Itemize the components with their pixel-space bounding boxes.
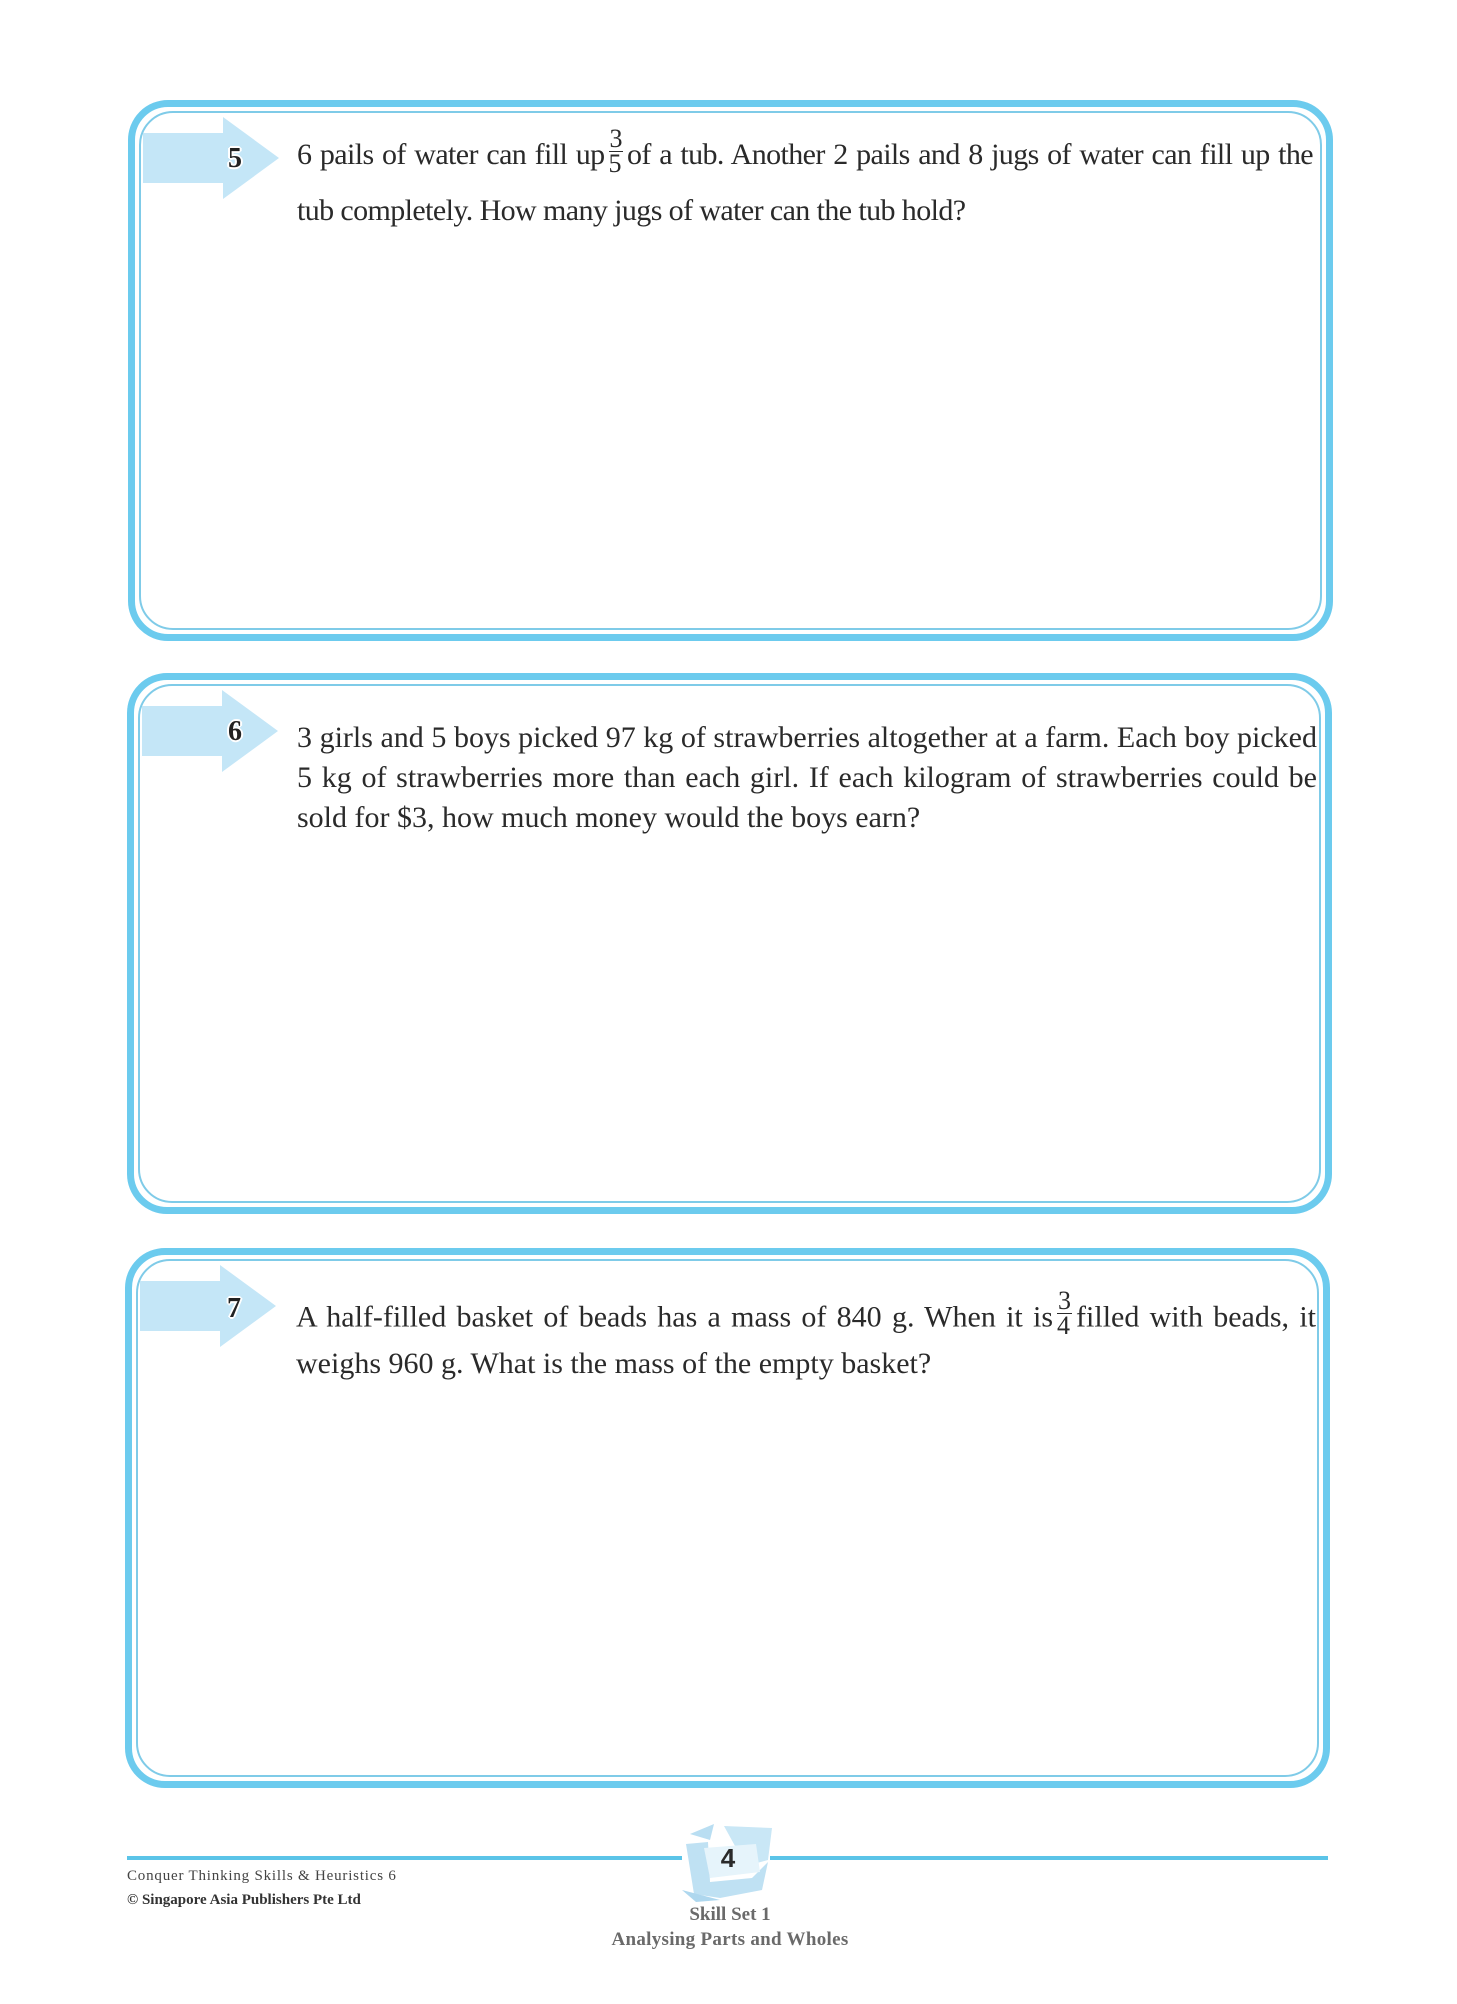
question-text: 3 girls and 5 boys picked 97 kg of strawberries altogether at a farm. Each boy picked 5 kg of strawberries more than each girl. If each kilogram of strawberries could be sold for $3, how much money would the boys earn? [297,721,1317,834]
footer-divider-right [770,1856,1328,1860]
question-box-7 [125,1248,1330,1788]
skill-set-label: Skill Set 1 [689,1904,771,1925]
question-box-5 [128,100,1333,641]
question-box-6 [127,673,1332,1214]
fraction-numerator: 3 [609,123,622,153]
fraction-numerator: 3 [1058,1286,1072,1315]
arrow-right-icon [143,117,283,199]
question-number: 5 [228,143,242,174]
arrow-right-icon [142,690,282,772]
question-text-part: of a tub. Another 2 pails and 8 jugs of water can fill up the tub completely. How many jugs of water can the tub hold? [297,138,1313,227]
question-text [297,123,1313,239]
fraction [608,123,623,178]
question-number: 6 [228,716,242,747]
question-text-part: A half-filled basket of beads has a mass of 840 g. When it is [296,1300,1054,1334]
fraction [1057,1286,1072,1340]
footer-divider-left [127,1856,682,1860]
fraction-denominator: 5 [608,148,621,178]
fraction-denominator: 4 [1057,1311,1071,1340]
arrow-right-icon [140,1265,280,1347]
page-number: 4 [720,1843,736,1873]
question-text-part: filled with beads, it weighs 960 g. What is the mass of the empty basket? [296,1300,1316,1380]
question-text [296,1286,1316,1384]
skill-set-name: Analysing Parts and Wholes [611,1929,849,1950]
question-number: 7 [227,1293,241,1324]
book-title: Conquer Thinking Skills & Heuristics 6 [127,1868,397,1884]
question-text-part: 6 pails of water can fill up [297,138,605,171]
copyright: © Singapore Asia Publishers Pte Ltd [127,1892,361,1908]
